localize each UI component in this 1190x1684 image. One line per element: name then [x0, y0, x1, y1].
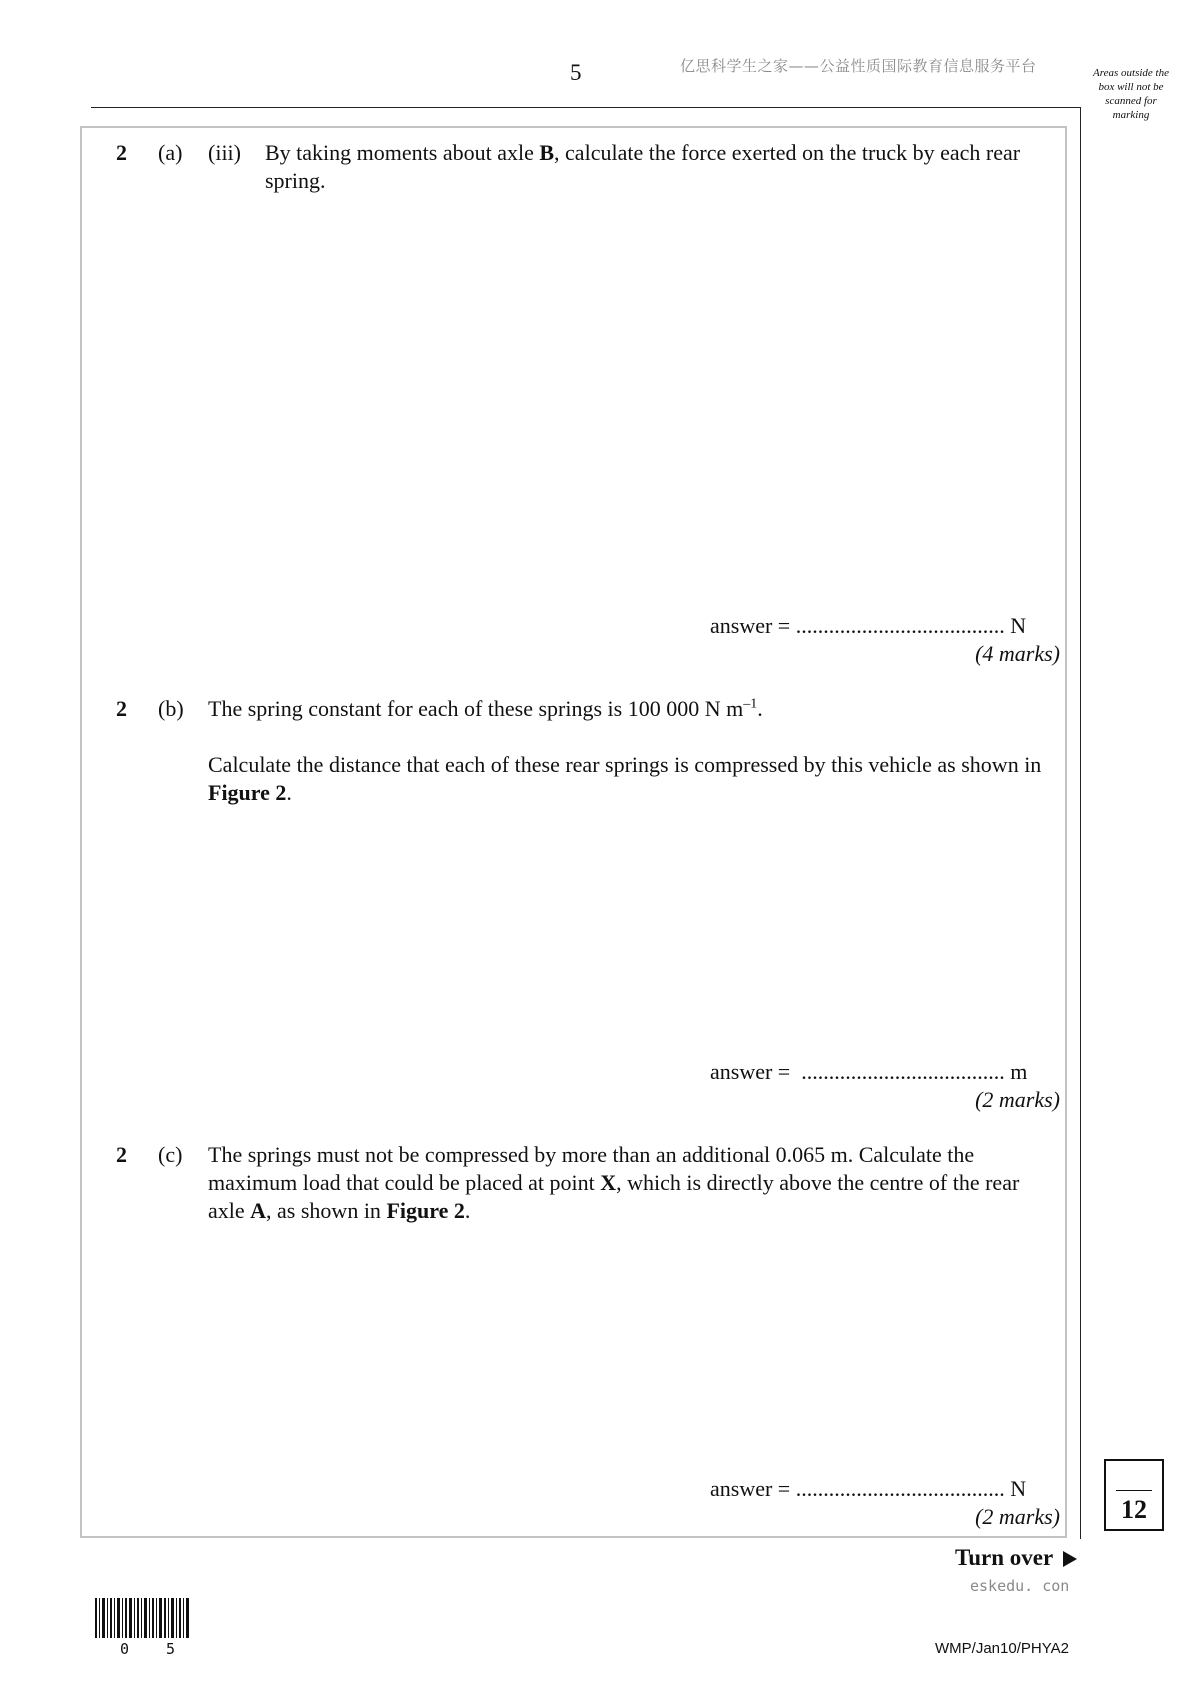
question-2a-iii-text: By taking moments about axle B, calculate the force exerted on the truck by each rear spring.: [265, 140, 1021, 193]
question-number: 2: [116, 1142, 127, 1167]
question-part: (a): [158, 140, 183, 165]
answer-line-2c[interactable]: answer = ...................................... N: [710, 1476, 1027, 1501]
top-rule: [91, 107, 1080, 108]
watermark-bottom: eskedu. con: [970, 1577, 1070, 1595]
barcode-icon: [95, 1598, 189, 1638]
question-2c-text: The springs must not be compressed by more than an additional 0.065 m. Calculate the maximum load that could be placed at point X, which is directly above the centre of the rear axle A, as shown in Figure 2.: [208, 1142, 1020, 1223]
question-part: (c): [158, 1142, 183, 1167]
score-total: 12: [1121, 1495, 1147, 1524]
question-2b-line1: The spring constant for each of these springs is 100 000 N $m^{-1}$.: [208, 696, 763, 721]
triangle-right-icon: [1063, 1551, 1077, 1567]
question-2b-line2: Calculate the distance that each of these rear springs is compressed by this vehicle as shown in Figure 2.: [208, 752, 1042, 805]
score-box: [1104, 1459, 1164, 1531]
marks-2c: (2 marks): [975, 1504, 1060, 1529]
question-number: 2: [116, 140, 127, 165]
barcode-digits: 0 5: [120, 1640, 190, 1658]
score-box-line: [1116, 1490, 1152, 1491]
answer-box-frame: [80, 126, 1067, 1538]
question-subpart: (iii): [208, 140, 241, 165]
answer-line-2a[interactable]: answer = ...................................... N: [710, 613, 1027, 638]
watermark-top: 亿思科学生之家——公益性质国际教育信息服务平台: [680, 57, 1037, 75]
margin-note: Areas outside the box will not be scanned for marking: [1093, 67, 1169, 121]
marks-2a: (4 marks): [975, 641, 1060, 666]
question-number: 2: [116, 696, 127, 721]
page-number: 5: [570, 60, 582, 85]
question-part: (b): [158, 696, 184, 721]
right-margin-rule: [1080, 107, 1081, 1539]
answer-line-2b[interactable]: answer = ..................................... m: [710, 1059, 1028, 1084]
marks-2b: (2 marks): [975, 1087, 1060, 1112]
document-code: WMP/Jan10/PHYA2: [935, 1640, 1069, 1657]
turn-over-label: Turn over: [955, 1545, 1054, 1570]
